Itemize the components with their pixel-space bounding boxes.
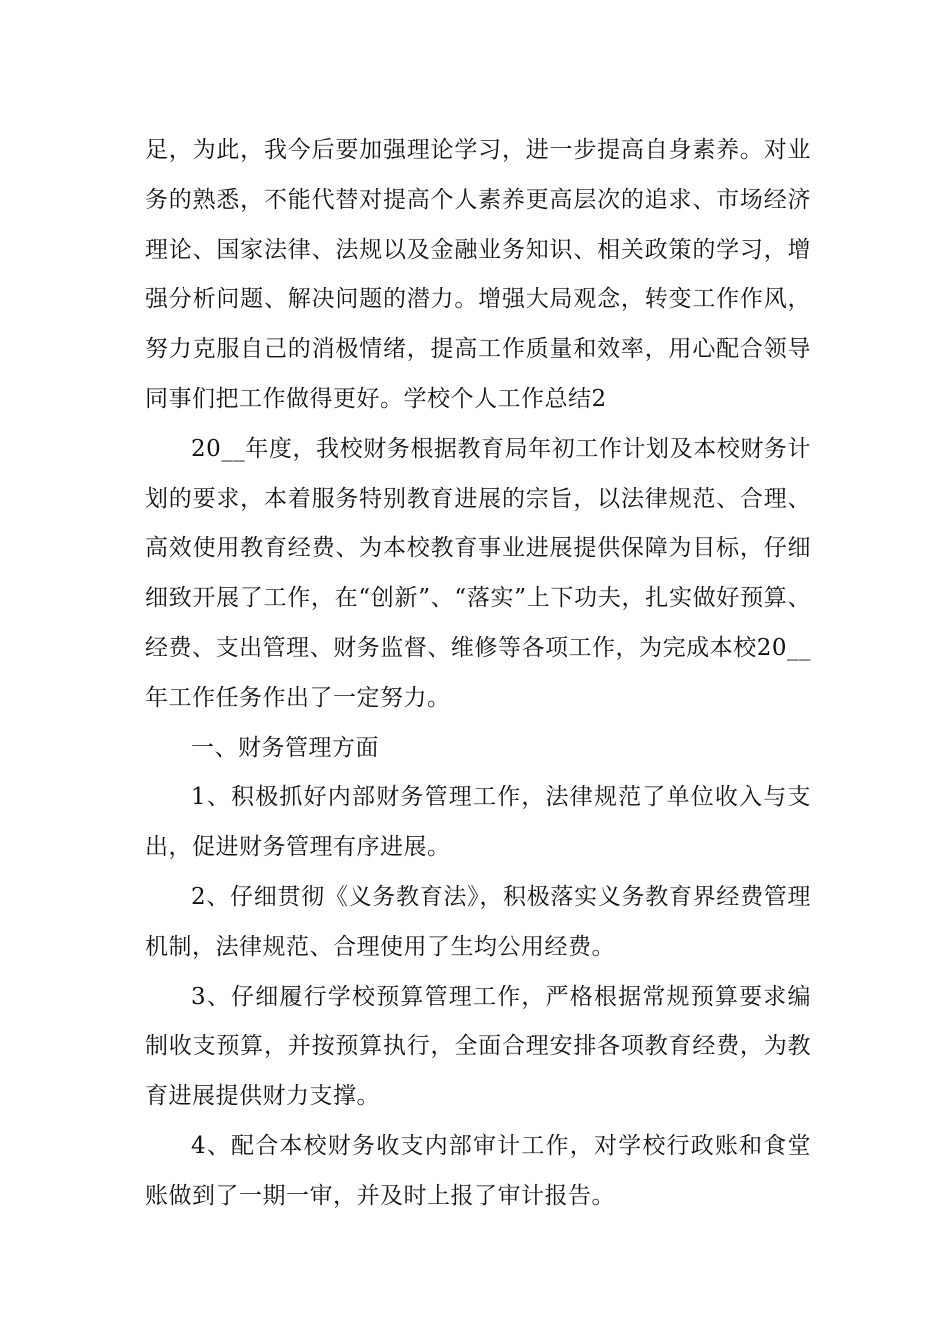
- paragraph-continuation: 足，为此，我今后要加强理论学习，进一步提高自身素养。对业务的熟悉，不能代替对提高个人素养更高层次的追求、市场经济理论、国家法律、法规以及金融业务知识、相关政策的学习，增强分析问题、解决问题的潜力。增强大局观念，转变工作作风，努力克服自己的消极情绪，提高工作质量和效率，用心配合领导同事们把工作做得更好。学校个人工作总结2: [145, 137, 811, 412]
- paragraph-annual-summary: 20__年度，我校财务根据教育局年初工作计划及本校财务计划的要求，本着服务特别教育进展的宗旨，以法律规范、合理、高效使用教育经费、为本校教育事业进展提供保障为目标，仔细细致开展了工作，在“创新”、“落实”上下功夫，扎实做好预算、经费、支出管理、财务监督、维修等各项工作，为完成本校20__年工作任务作出了一定努力。: [145, 435, 811, 711]
- list-item-2: 2、仔细贯彻《义务教育法》，积极落实义务教育界经费管理机制，法律规范、合理使用了生均公用经费。: [145, 883, 811, 960]
- document-body: [145, 126, 811, 1222]
- list-item-1: 1、积极抓好内部财务管理工作，法律规范了单位收入与支出，促进财务管理有序进展。: [145, 784, 811, 861]
- list-item-4: 4、配合本校财务收支内部审计工作，对学校行政账和食堂账做到了一期一审，并及时上报了审计报告。: [145, 1132, 811, 1209]
- list-item-3: 3、仔细履行学校预算管理工作，严格根据常规预算要求编制收支预算，并按预算执行，全面合理安排各项教育经费，为教育进展提供财力支撑。: [145, 983, 811, 1110]
- section-heading-financial-management: 一、财务管理方面: [191, 734, 379, 761]
